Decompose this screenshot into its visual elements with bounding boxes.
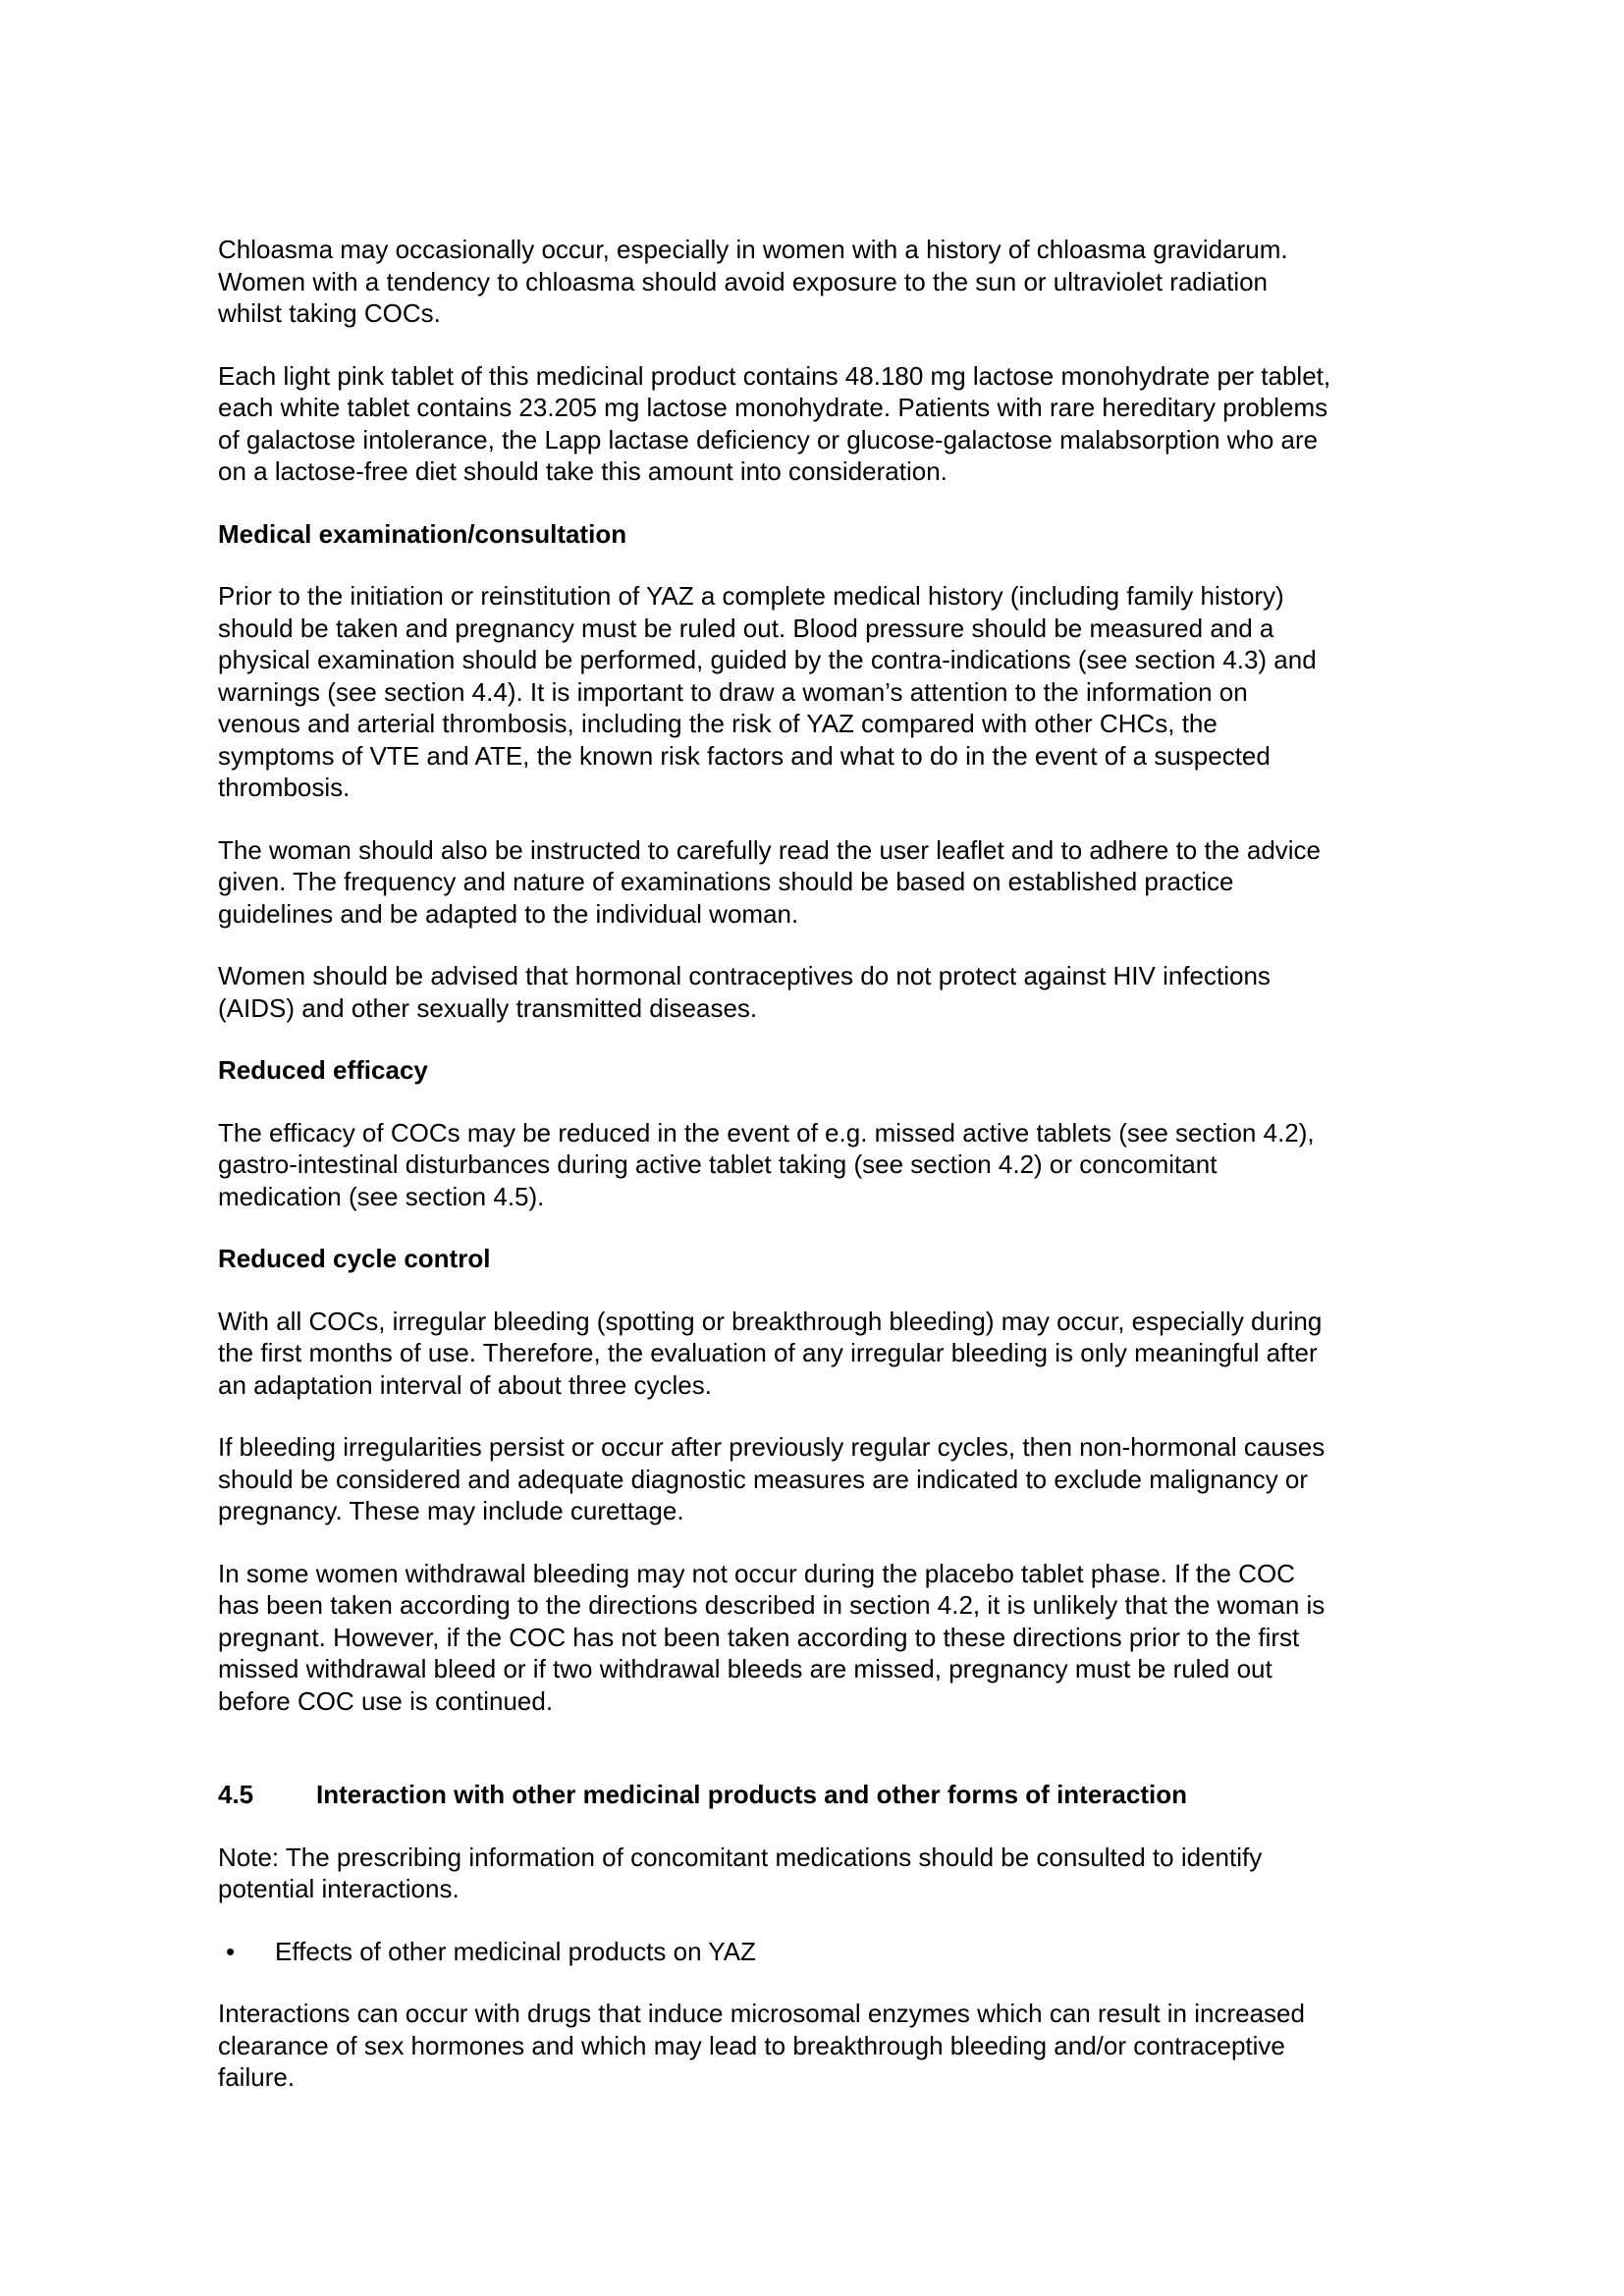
section-title: Interaction with other medicinal products and other forms of interaction xyxy=(316,1780,1187,1809)
text-line: physical examination should be performed, guided by the contra-indications (see section 4.3) and xyxy=(218,645,1317,674)
text-line: Women with a tendency to chloasma should avoid exposure to the sun or ultraviolet radiation xyxy=(218,266,1269,296)
bullet-icon: • xyxy=(226,1936,236,1966)
text-line: before COC use is continued. xyxy=(218,1685,554,1716)
text-line: Prior to the initiation or reinstitution of YAZ a complete medical history (including family history) xyxy=(218,581,1284,611)
text-line: The woman should also be instructed to carefully read the user leaflet and to adhere to the advice xyxy=(218,834,1322,865)
text-line: of galactose intolerance, the Lapp lactase deficiency or glucose-galactose malabsorption who are xyxy=(218,424,1319,454)
paragraph-chloasma xyxy=(218,234,1435,330)
text-line: given. The frequency and nature of examinations should be based on established practice xyxy=(218,867,1234,896)
text-line: failure. xyxy=(218,2062,296,2092)
text-line: gastro-intestinal disturbances during active tablet taking (see section 4.2) or concomitant xyxy=(218,1149,1218,1179)
text-line: whilst taking COCs. xyxy=(218,298,441,328)
text-line: pregnant. However, if the COC has not been taken according to these directions prior to the first xyxy=(218,1622,1300,1652)
text-line: The efficacy of COCs may be reduced in the event of e.g. missed active tablets (see section 4.2), xyxy=(218,1117,1315,1148)
text-line: symptoms of VTE and ATE, the known risk factors and what to do in the event of a suspected xyxy=(218,740,1271,771)
text-line: Chloasma may occasionally occur, especially in women with a history of chloasma gravidarum. xyxy=(218,235,1288,264)
text-line: an adaptation interval of about three cycles. xyxy=(218,1369,712,1400)
document-page xyxy=(218,234,1435,2124)
text-line: warnings (see section 4.4). It is important to draw a woman’s attention to the information on xyxy=(218,676,1248,707)
paragraph-efficacy xyxy=(218,1117,1435,1213)
paragraph-interactions xyxy=(218,1998,1435,2094)
text-line: If bleeding irregularities persist or occur after previously regular cycles, then non-hormonal causes xyxy=(218,1432,1326,1462)
text-line: Note: The prescribing information of concomitant medications should be consulted to identify xyxy=(218,1842,1263,1872)
paragraph-withdrawal-bleeding xyxy=(218,1558,1435,1718)
paragraph-prior-initiation xyxy=(218,580,1435,804)
text-line: on a lactose-free diet should take this amount into consideration. xyxy=(218,456,947,486)
paragraph-note xyxy=(218,1842,1435,1905)
text-line: With all COCs, irregular bleeding (spotting or breakthrough bleeding) may occur, especially during xyxy=(218,1306,1323,1336)
text-line: thrombosis. xyxy=(218,773,351,802)
text-line: should be taken and pregnancy must be ruled out. Blood pressure should be measured and a xyxy=(218,613,1274,643)
list-item-text: Effects of other medicinal products on YAZ xyxy=(275,1936,756,1966)
text-line: Interactions can occur with drugs that induce microsomal enzymes which can result in increased xyxy=(218,1999,1305,2028)
section-heading xyxy=(218,1779,1435,1811)
heading-reduced-efficacy: Reduced efficacy xyxy=(218,1055,428,1085)
text-line: should be considered and adequate diagnostic measures are indicated to exclude malignancy or xyxy=(218,1464,1309,1494)
text-line: guidelines and be adapted to the individual woman. xyxy=(218,898,799,929)
text-line: each white tablet contains 23.205 mg lactose monohydrate. Patients with rare hereditary problems xyxy=(218,393,1328,422)
text-line: missed withdrawal bleed or if two withdrawal bleeds are missed, pregnancy must be ruled out xyxy=(218,1654,1272,1683)
text-line: clearance of sex hormones and which may lead to breakthrough bleeding and/or contraceptive xyxy=(218,2030,1285,2060)
text-line: the first months of use. Therefore, the evaluation of any irregular bleeding is only meaningful after xyxy=(218,1338,1318,1367)
text-line: potential interactions. xyxy=(218,1874,460,1903)
heading-reduced-cycle-control: Reduced cycle control xyxy=(218,1244,491,1273)
text-line: Women should be advised that hormonal contraceptives do not protect against HIV infections xyxy=(218,961,1271,990)
text-line: (AIDS) and other sexually transmitted diseases. xyxy=(218,992,758,1023)
paragraph-user-leaflet xyxy=(218,834,1435,931)
text-line: In some women withdrawal bleeding may not occur during the placebo tablet phase. If the COC xyxy=(218,1558,1295,1588)
paragraph-bleeding-irregularities xyxy=(218,1431,1435,1527)
text-line: medication (see section 4.5). xyxy=(218,1181,545,1211)
text-line: pregnancy. These may include curettage. xyxy=(218,1496,684,1525)
paragraph-lactose xyxy=(218,360,1435,488)
heading-medical-examination: Medical examination/consultation xyxy=(218,518,627,549)
paragraph-cycle xyxy=(218,1306,1435,1402)
text-line: Each light pink tablet of this medicinal product contains 48.180 mg lactose monohydrate per tablet, xyxy=(218,360,1331,391)
text-line: has been taken according to the directions described in section 4.2, it is unlikely that the woman is xyxy=(218,1590,1326,1620)
text-line: venous and arterial thrombosis, including the risk of YAZ compared with other CHCs, the xyxy=(218,709,1218,738)
section-number: 4.5 xyxy=(218,1780,254,1809)
list-item xyxy=(218,1936,1435,1968)
paragraph-hiv xyxy=(218,960,1435,1024)
